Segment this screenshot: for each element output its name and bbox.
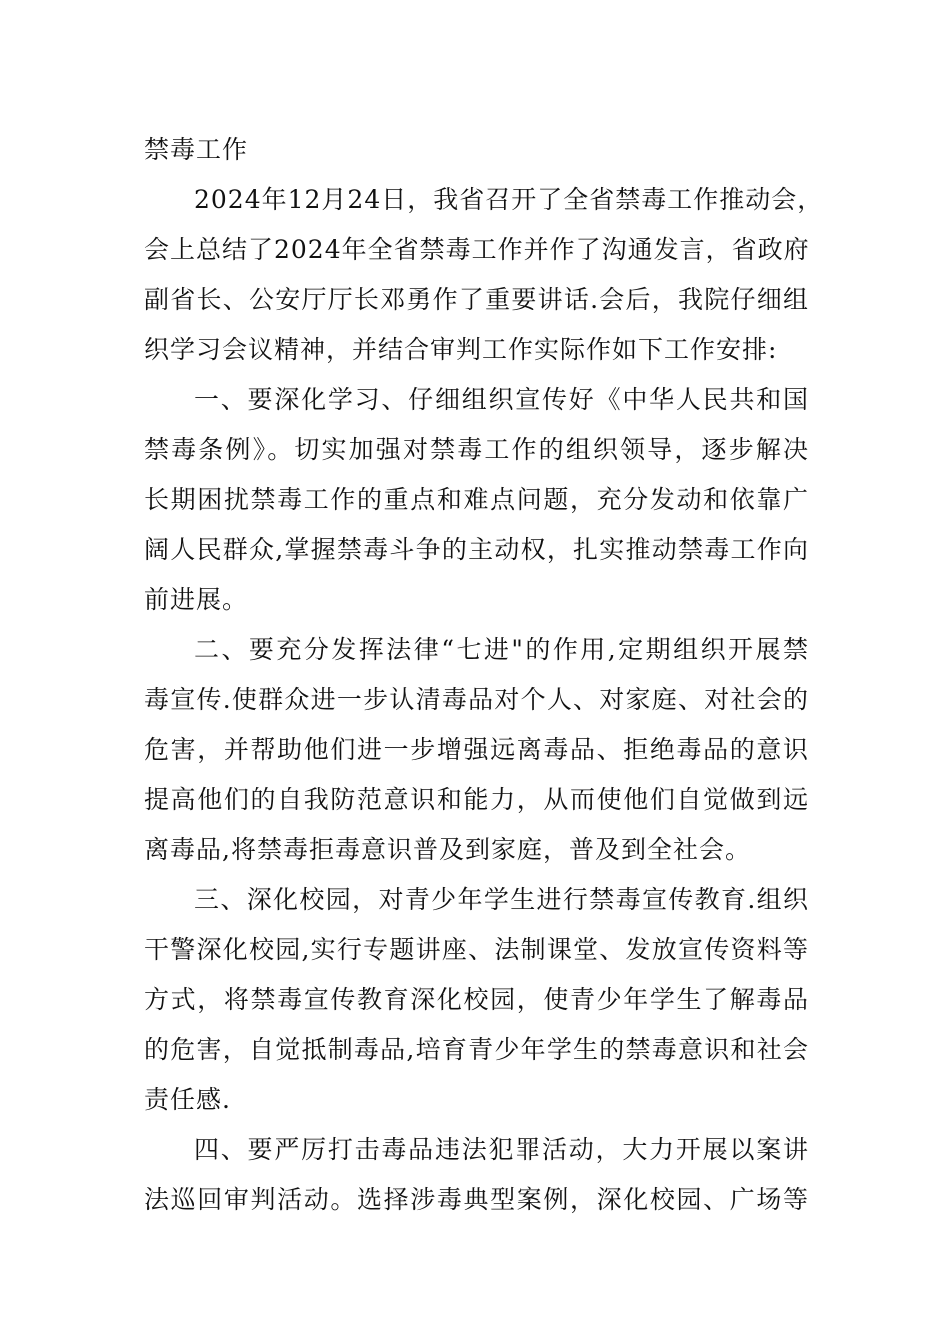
text-line: 离毒品,将禁毒拒毒意识普及到家庭，普及到全社会。 xyxy=(144,835,751,864)
text-line: 提高他们的自我防范意识和能力，从而使他们自觉做到远 xyxy=(144,785,809,814)
text-line: 前进展。 xyxy=(144,585,249,614)
text-line: 阔人民群众,掌握禁毒斗争的主动权，扎实推动禁毒工作向 xyxy=(144,535,809,564)
text-line: 2024年12月24日，我省召开了全省禁毒工作推动会， xyxy=(194,185,824,214)
text-line: 责任感. xyxy=(144,1085,231,1114)
text-line: 三、深化校园，对青少年学生进行禁毒宣传教育.组织 xyxy=(194,885,809,914)
text-line: 会上总结了2024年全省禁毒工作并作了沟通发言，省政府 xyxy=(144,235,810,264)
text-line: 织学习会议精神，并结合审判工作实际作如下工作安排: xyxy=(144,335,778,364)
text-line: 长期困扰禁毒工作的重点和难点问题，充分发动和依靠广 xyxy=(144,485,809,514)
text-line: 毒宣传.使群众进一步认清毒品对个人、对家庭、对社会的 xyxy=(144,685,809,714)
text-line: 一、要深化学习、仔细组织宣传好《中华人民共和国 xyxy=(194,385,809,414)
text-line: 二、要充分发挥法律“七进"的作用,定期组织开展禁 xyxy=(194,635,809,664)
text-line: 法巡回审判活动。选择涉毒典型案例，深化校园、广场等 xyxy=(144,1185,809,1214)
text-line: 的危害，自觉抵制毒品,培育青少年学生的禁毒意识和社会 xyxy=(144,1035,809,1064)
text-line: 方式，将禁毒宣传教育深化校园，使青少年学生了解毒品 xyxy=(144,985,809,1014)
text-line: 禁毒条例》。切实加强对禁毒工作的组织领导，逐步解决 xyxy=(144,435,809,464)
text-line: 干警深化校园,实行专题讲座、法制课堂、发放宣传资料等 xyxy=(144,935,809,964)
text-line: 危害，并帮助他们进一步增强远离毒品、拒绝毒品的意识 xyxy=(144,735,809,764)
text-line: 四、要严厉打击毒品违法犯罪活动，大力开展以案讲 xyxy=(194,1135,809,1164)
text-line: 副省长、公安厅厅长邓勇作了重要讲话.会后，我院仔细组 xyxy=(144,285,809,314)
text-line: 禁毒工作 xyxy=(144,135,249,164)
